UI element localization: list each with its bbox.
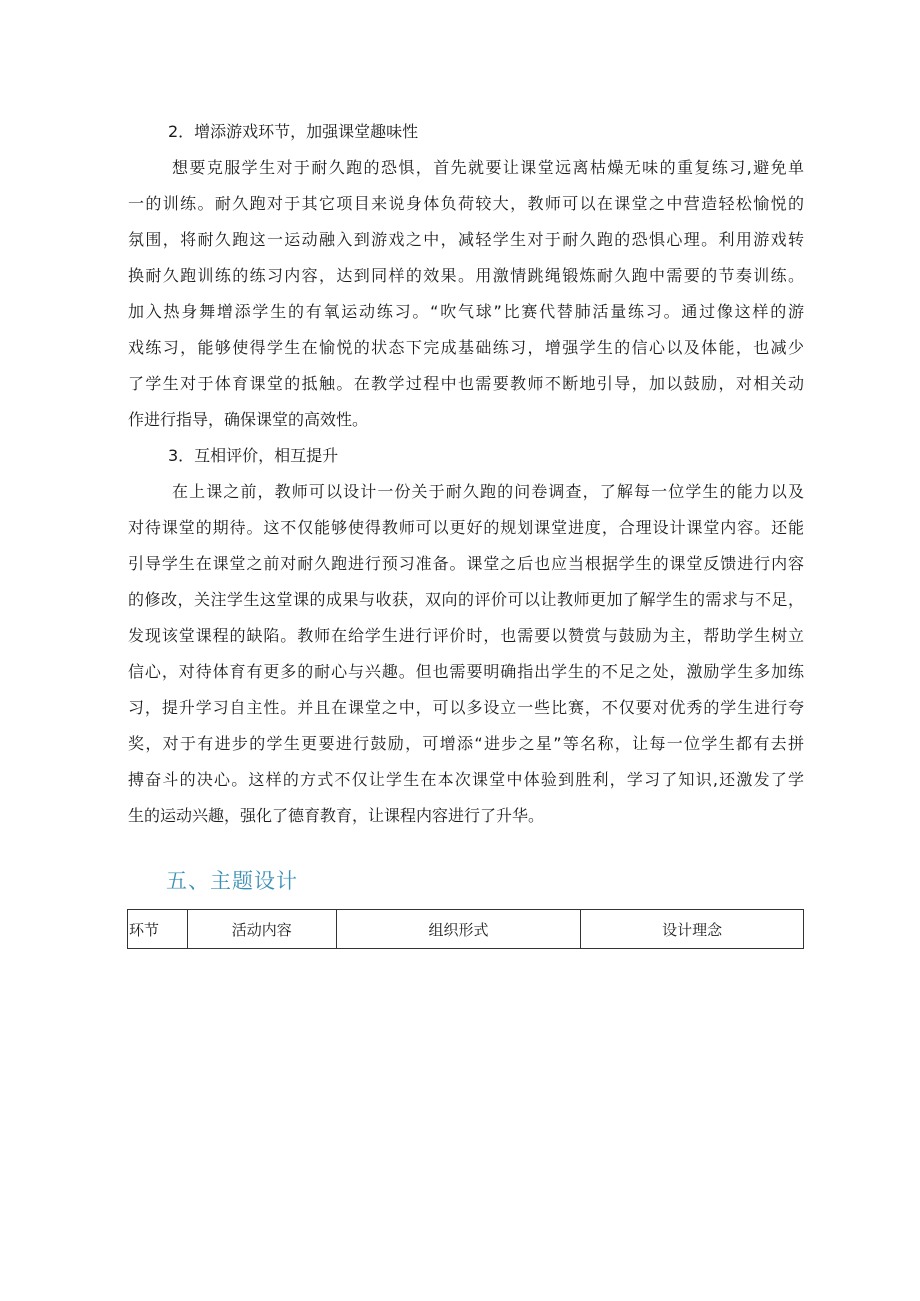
section-3-line: 对待课堂的期待。这不仅能够使得教师可以更好的规划课堂进度，合理设计课堂内容。还能 — [128, 518, 804, 537]
section-2-line: 戏练习，能够使得学生在愉悦的状态下完成基础练习，增强学生的信心以及体能，也减少 — [128, 338, 804, 357]
section-3-line: 奖，对于有进步的学生更要进行鼓励，可增添“进步之星”等名称，让每一位学生都有去拼 — [128, 734, 804, 753]
theme-design-table — [127, 909, 804, 949]
section-2-line: 作进行指导，确保课堂的高效性。 — [128, 410, 369, 429]
section-3-line: 在上课之前，教师可以设计一份关于耐久跑的问卷调查，了解每一位学生的能力以及 — [172, 482, 804, 501]
table-header-row — [128, 910, 804, 949]
section-3-heading: 3．互相评价，相互提升 — [168, 446, 339, 465]
section-2-heading: 2．增添游戏环节，加强课堂趣味性 — [168, 122, 419, 141]
section-3-line: 生的运动兴趣，强化了德育教育，让课程内容进行了升华。 — [128, 806, 545, 825]
section-3-line: 信心，对待体育有更多的耐心与兴趣。但也需要明确指出学生的不足之处，激励学生多加练 — [128, 662, 804, 681]
table-header-cell: 设计理念 — [581, 910, 804, 949]
section-3-line: 搏奋斗的决心。这样的方式不仅让学生在本次课堂中体验到胜利，学习了知识,还激发了学 — [128, 770, 804, 789]
section-2-line: 一的训练。耐久跑对于其它项目来说身体负荷较大，教师可以在课堂之中营造轻松愉悦的 — [128, 194, 804, 213]
section-2-line: 想要克服学生对于耐久跑的恐惧，首先就要让课堂远离枯燥无味的重复练习,避免单 — [172, 158, 804, 177]
table-header-cell: 环节 — [128, 910, 188, 949]
section-5-title: 五、主题设计 — [166, 869, 298, 893]
section-2-line: 氛围，将耐久跑这一运动融入到游戏之中，减轻学生对于耐久跑的恐惧心理。利用游戏转 — [128, 230, 804, 249]
section-2-line: 加入热身舞增添学生的有氧运动练习。“吹气球”比赛代替肺活量练习。通过像这样的游 — [128, 302, 804, 321]
section-3-line: 引导学生在课堂之前对耐久跑进行预习准备。课堂之后也应当根据学生的课堂反馈进行内容 — [128, 554, 804, 573]
section-3-line: 习，提升学习自主性。并且在课堂之中，可以多设立一些比赛，不仅要对优秀的学生进行夸 — [128, 698, 804, 717]
table-header-cell: 组织形式 — [336, 910, 581, 949]
table-header-cell: 活动内容 — [187, 910, 336, 949]
section-2-line: 了学生对于体育课堂的抵触。在教学过程中也需要教师不断地引导，加以鼓励，对相关动 — [128, 374, 804, 393]
section-3-line: 发现该堂课程的缺陷。教师在给学生进行评价时，也需要以赞赏与鼓励为主，帮助学生树立 — [128, 626, 804, 645]
section-3-line: 的修改，关注学生这堂课的成果与收获，双向的评价可以让教师更加了解学生的需求与不足， — [128, 590, 804, 609]
document-body — [128, 114, 804, 834]
section-2-line: 换耐久跑训练的练习内容，达到同样的效果。用激情跳绳锻炼耐久跑中需要的节奏训练。 — [128, 266, 804, 285]
